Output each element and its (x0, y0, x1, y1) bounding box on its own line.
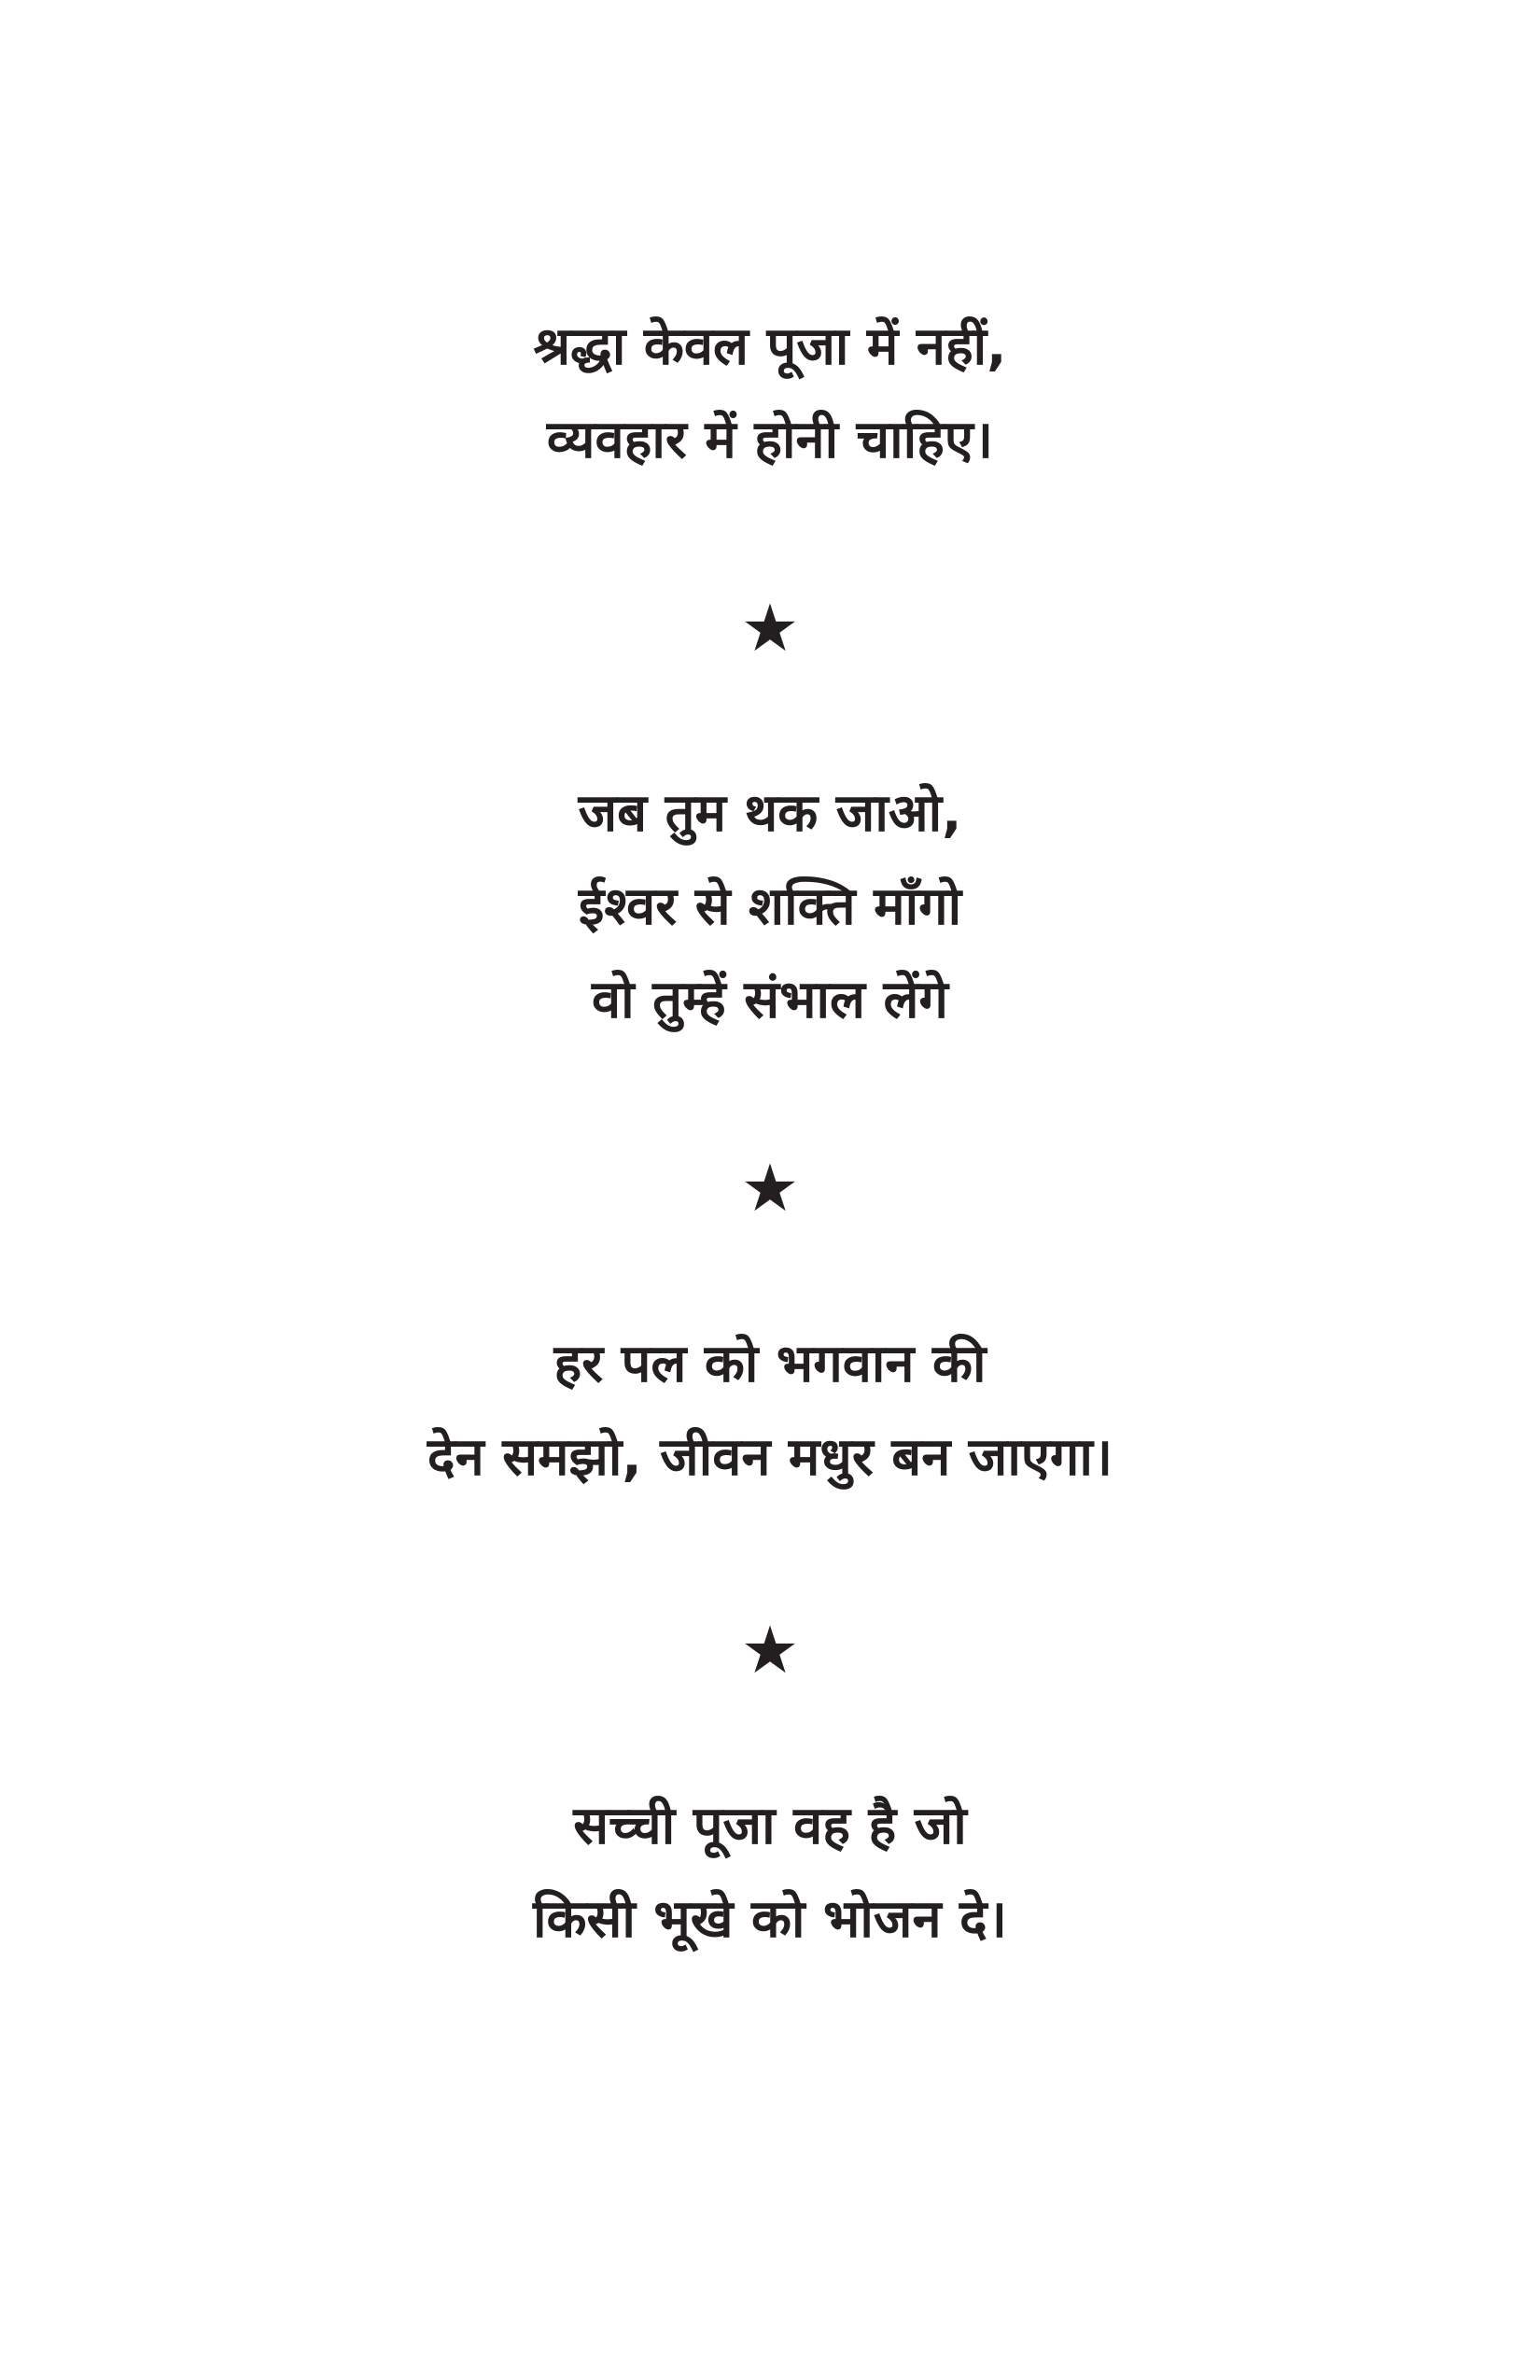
star-icon: ★ (740, 1612, 800, 1688)
quote-line: जब तुम थक जाओ, (578, 783, 962, 844)
quote-line: ईश्वर से शक्ति माँगो (578, 876, 962, 937)
quote-line: व्यवहार में होनी चाहिए। (546, 410, 994, 470)
quote-stanza-1 (0, 301, 1540, 487)
quote-stanza-4 (0, 1780, 1540, 1967)
quote-line: देन समझो, जीवन मधुर बन जाएगा। (427, 1427, 1113, 1488)
quote-line: वो तुम्हें संभाल लेंगे (592, 970, 948, 1030)
quote-line: किसी भूखे को भोजन दे। (532, 1889, 1007, 1950)
quote-line: हर पल को भगवान की (553, 1334, 987, 1394)
quote-stanza-3 (0, 1318, 1540, 1505)
quote-line: श्रद्धा केवल पूजा में नहीं, (533, 316, 1007, 377)
star-icon: ★ (740, 590, 800, 666)
quote-line: सच्ची पूजा वह है जो (573, 1796, 967, 1856)
star-icon: ★ (740, 1150, 800, 1226)
quote-stanza-2 (0, 767, 1540, 1047)
